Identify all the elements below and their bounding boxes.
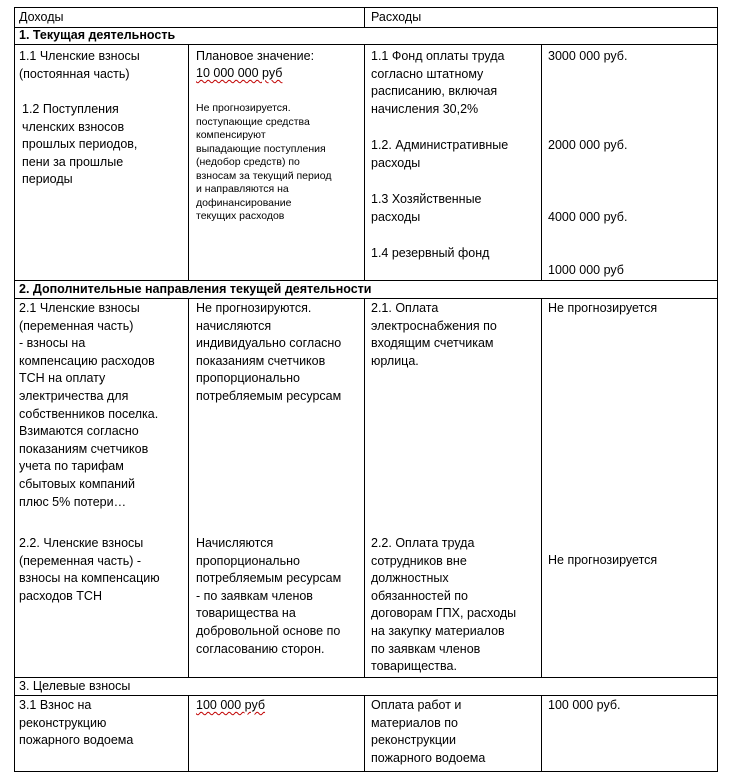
plan-value: 10 000 000 руб [196, 66, 283, 80]
amount-1-3: 4000 000 руб. [548, 210, 628, 224]
note-2-2: Начисляются пропорционально потребляемым ресурсам - по заявкам членов товарищества на добровольной основе по согласованию сторон. [196, 536, 342, 656]
header-income: Доходы [19, 10, 64, 24]
income-2-2: 2.2. Членские взносы (переменная часть) - взносы на компенсацию расходов ТСН [19, 536, 160, 603]
income-1-2: 1.2 Поступления членских взносов прошлых периодов, пени за прошлые периоды [22, 102, 138, 187]
section1-title: 1. Текущая деятельность [19, 28, 176, 42]
expense-1-3: 1.3 Хозяйственные расходы [371, 192, 482, 224]
amount-1-1: 3000 000 руб. [548, 49, 628, 63]
note-2-1: Не прогнозируются. начисляются индивидуально согласно показаниям счетчиков пропорционально потребляемым ресурсам [196, 301, 342, 403]
plan-3-1: 100 000 руб [196, 698, 266, 712]
expense-2-1: 2.1. Оплата электроснабжения по входящим счетчикам юрлица. [371, 301, 497, 368]
expense-2-2: 2.2. Оплата труда сотрудников вне должностных обязанностей по договорам ГПХ, расходы на закупку материалов по заявкам членов товарищества. [371, 536, 517, 674]
expense-1-2: 1.2. Административные расходы [371, 138, 509, 170]
expense-1-4: 1.4 резервный фонд [371, 246, 490, 260]
expense-1-1: 1.1 Фонд оплаты труда согласно штатному расписанию, включая начисления 30,2% [371, 49, 505, 116]
not-forecast-note: Не прогнозируется. поступающие средства компенсируют выпадающие поступления (недобор средств) по взносам за текущий период и направляются на дофинансирование текущих расходов [196, 102, 332, 222]
amount-2-2: Не прогнозируется [548, 553, 658, 567]
amount-3-1: 100 000 руб. [548, 698, 621, 712]
income-2-1: 2.1 Членские взносы (переменная часть) - взносы на компенсацию расходов ТСН на оплату электричества для собственников поселка. Взимаются согласно показаниям счетчиков учета по тарифам сбытовых компаний плюс 5% потери… [19, 301, 159, 509]
income-1-1: 1.1 Членские взносы (постоянная часть) [19, 49, 140, 81]
amount-1-2: 2000 000 руб. [548, 138, 628, 152]
section3-title: 3. Целевые взносы [19, 679, 131, 693]
section2-title: 2. Дополнительные направления текущей деятельности [19, 282, 372, 296]
amount-1-4: 1000 000 руб [548, 263, 624, 277]
header-expenses: Расходы [371, 10, 422, 24]
income-3-1: 3.1 Взнос на реконструкцию пожарного водоема [19, 698, 134, 748]
expense-3-1: Оплата работ и материалов по реконструкции пожарного водоема [371, 698, 486, 765]
plan-label: Плановое значение: [196, 49, 315, 63]
amount-2-1: Не прогнозируется [548, 301, 658, 315]
